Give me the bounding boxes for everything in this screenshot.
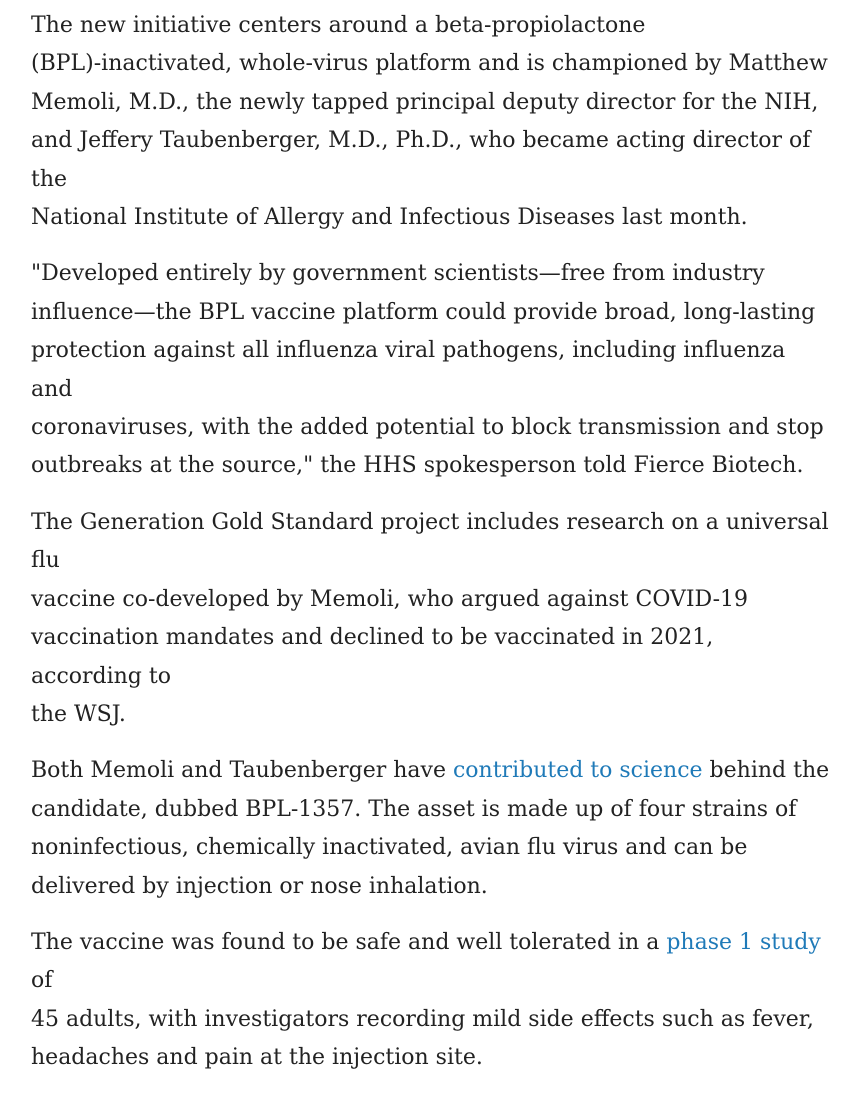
phase-1-study-link[interactable]: phase 1 study (666, 929, 821, 955)
paragraph-text: The vaccine was found to be safe and well tolerated in a (31, 929, 667, 955)
paragraph-hhs-quote: "Developed entirely by government scientists—free from industry influence—the BPL vaccine platform could provide broad, long-lasting protection against all influenza viral pathogens, including influenza and coronaviruses, with the added potential to block transmission and stop outbreaks at the source," the HHS spokesperson told Fierce Biotech. (31, 261, 824, 479)
paragraph-phase-1-study (31, 924, 831, 1078)
contributed-to-science-link[interactable]: contributed to science (452, 758, 703, 784)
paragraph-bpl-platform: The new initiative centers around a beta-propiolactone (BPL)-inactivated, whole-virus platform and is championed by Matthew Memoli, M.D., the newly tapped principal deputy director for the NIH, and Jeffery Taubenberger, M.D., Ph.D., who became acting director of the National Institute of Allergy and Infectious Diseases last month. (31, 13, 828, 231)
paragraph-text: of 45 adults, with investigators recording mild side effects such as fever, headaches and pain at the injection site. (31, 968, 814, 1071)
article-body (31, 7, 831, 1096)
paragraph-text: Both Memoli and Taubenberger have (31, 758, 453, 784)
paragraph-text: behind the candidate, dubbed BPL-1357. The asset is made up of four strains of noninfectious, chemically inactivated, avian flu virus and can be delivered by injection or nose inhalation. (31, 758, 830, 899)
paragraph-generation-gold-standard: The Generation Gold Standard project includes research on a universal flu vaccine co-developed by Memoli, who argued against COVID-19 vaccination mandates and declined to be vaccinated in 2021, according to the WSJ. (31, 509, 829, 727)
paragraph-bpl-1357 (31, 752, 831, 906)
